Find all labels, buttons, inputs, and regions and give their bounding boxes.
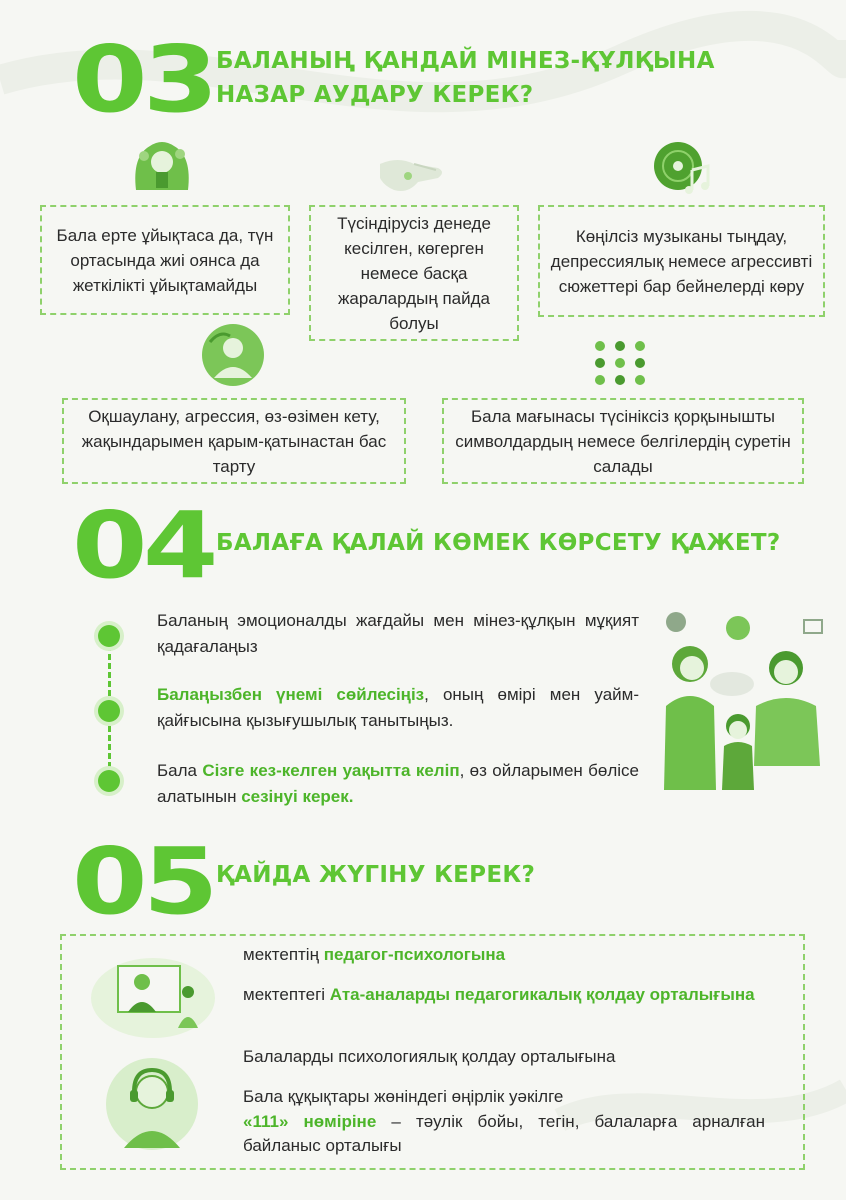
help-tip-share-b: , өз ойларымен бөлісе алатынын [157, 761, 639, 806]
help-tip-talk [157, 682, 639, 734]
contact-hotline-111-rest: – тәулік бойы, тегін, балаларға арналған байланыс орталығы [243, 1112, 765, 1155]
section-number-04: 04 [72, 492, 214, 599]
contact-parent-support-center-a: мектептегі [243, 985, 330, 1004]
sleepless-child-icon [130, 136, 194, 196]
contact-hotline-111 [243, 1110, 765, 1158]
timeline-dot-2 [98, 700, 120, 722]
help-tip-talk-highlight: Балаңызбен үнемі сөйлесіңіз [157, 685, 425, 704]
help-tip-share-a: Бала [157, 761, 203, 780]
behavior-card-drawings: Бала мағынасы түсініксіз қорқынышты символдардың немесе белгілердің суретін салады [442, 398, 804, 484]
help-tip-share [157, 758, 639, 810]
section-number-05: 05 [72, 828, 214, 935]
contact-regional-ombudsman: Бала құқықтары жөніндегі өңірлік уәкілге [243, 1087, 564, 1106]
help-tip-share-highlight2: сезінуі керек. [241, 787, 354, 806]
timeline-dot-3 [98, 770, 120, 792]
behavior-card-injuries: Түсіндірусіз денеде кесілген, көгерген немесе басқа жаралардың пайда болуы [309, 205, 519, 341]
behavior-card-isolation: Оқшаулану, агрессия, өз-өзімен кету, жақындарымен қарым-қатынастан бас тарту [62, 398, 406, 484]
help-tip-talk-rest: , оның өмірі мен уайм-қайғысына қызығушылық танытыңыз. [157, 685, 639, 730]
contact-parent-support-center-highlight: Ата-аналарды педагогикалық қолдау орталығына [329, 985, 755, 1004]
contact-parent-support-center [243, 983, 765, 1007]
contact-child-psych-center: Балаларды психологиялық қолдау орталығына [243, 1047, 616, 1066]
contact-school-psychologist-a: мектептің [243, 945, 324, 964]
behavior-card-music: Көңілсіз музыканы тыңдау, депрессиялық немесе агрессивті сюжеттері бар бейнелерді көру [538, 205, 825, 317]
contact-school-psychologist [243, 943, 805, 967]
music-disc-icon [652, 140, 712, 198]
behavior-card-sleep: Бала ерте ұйықтаса да, түн ортасында жиі оянса да жеткілікті ұйықтамайды [40, 205, 290, 315]
psychologist-session-icon [90, 948, 216, 1040]
help-tip-observe: Баланың эмоционалды жағдайы мен мінез-құлқын мұқият қадағалаңыз [157, 611, 639, 656]
section-number-03: 03 [72, 26, 214, 133]
family-illustration-icon [656, 606, 830, 790]
call-center-operator-icon [104, 1052, 200, 1152]
timeline-dot-1 [98, 625, 120, 647]
contact-school-psychologist-highlight: педагог-психологына [323, 945, 506, 964]
injured-hand-icon [378, 150, 448, 198]
contact-hotline-111-highlight: «111» нөміріне [243, 1112, 377, 1131]
section-title-03 [216, 44, 715, 112]
section-title-05: ҚАЙДА ЖҮГІНУ КЕРЕК? [216, 862, 536, 888]
section-title-03-line1: БАЛАНЫҢ ҚАНДАЙ МІНЕЗ-ҚҰЛҚЫНА [216, 48, 715, 74]
scary-symbols-icon [592, 338, 648, 388]
section-title-03-line2: НАЗАР АУДАРУ КЕРЕК? [216, 82, 534, 108]
help-tip-share-highlight1: Сізге кез-келген уақытта келіп [202, 761, 460, 780]
section-title-04: БАЛАҒА ҚАЛАЙ КӨМЕК КӨРСЕТУ ҚАЖЕТ? [216, 530, 781, 556]
isolated-person-icon [200, 322, 266, 388]
